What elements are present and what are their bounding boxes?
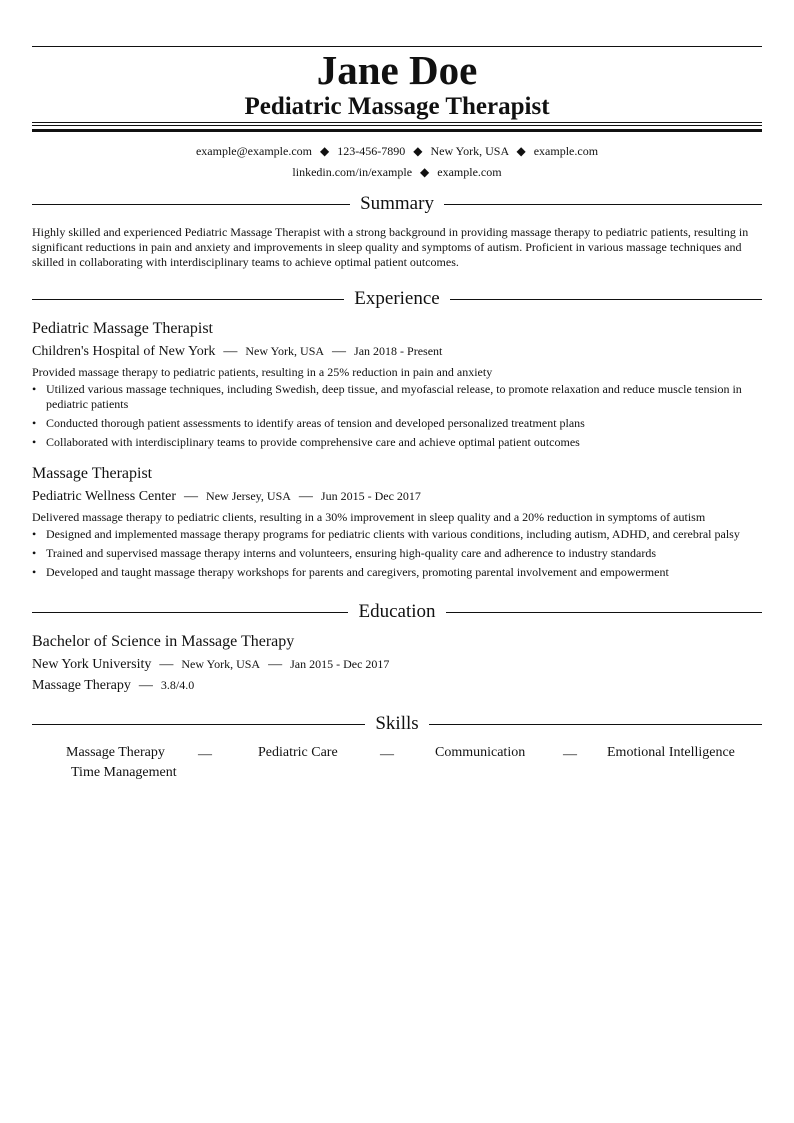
contact-phone: 123-456-7890 — [337, 144, 406, 158]
summary-heading-text: Summary — [360, 193, 434, 214]
em-dash: — — [298, 489, 313, 504]
bullet-text: Developed and taught massage therapy workshops for parents and caregivers, promoting parental involvement and empowerment — [46, 565, 669, 579]
education-section-heading — [32, 601, 762, 623]
contact-website2-link[interactable]: example.com — [437, 165, 502, 179]
skills-heading-text: Skills — [375, 713, 419, 734]
school-location: New York, USA — [181, 657, 261, 671]
job-company: Children's Hospital of New York — [32, 344, 216, 359]
education-entry — [32, 632, 762, 695]
header-rule-thick — [32, 129, 762, 132]
bullet-icon: • — [32, 416, 37, 430]
job-dates: Jun 2015 - Dec 2017 — [320, 489, 421, 503]
diamond-separator-icon: ◆ — [319, 144, 330, 158]
em-dash: — — [184, 489, 199, 504]
heading-rule-right — [444, 204, 762, 205]
skill-item: Massage Therapy — [66, 745, 165, 760]
contact-line-1 — [32, 143, 762, 159]
diamond-separator-icon: ◆ — [420, 165, 430, 179]
skill-item: Communication — [435, 745, 526, 760]
skill-item: Pediatric Care — [258, 745, 338, 760]
list-item — [32, 435, 762, 450]
list-item — [32, 382, 762, 412]
education-dates: Jan 2015 - Dec 2017 — [290, 657, 390, 671]
bullet-text: Trained and supervised massage therapy interns and volunteers, ensuring high-quality care and adherence to industry standards — [46, 546, 657, 560]
list-item — [32, 527, 762, 542]
em-dash: — — [268, 657, 283, 672]
experience-heading-text: Experience — [354, 288, 440, 309]
heading-rule-left — [32, 299, 344, 300]
skill-separator: — — [380, 747, 394, 762]
skill-separator: — — [198, 747, 212, 762]
gpa-value: 3.8/4.0 — [160, 678, 195, 692]
contact-website-link[interactable]: example.com — [533, 144, 599, 158]
header-rule-thin-1 — [32, 122, 762, 123]
contact-linkedin-link[interactable]: linkedin.com/in/example — [292, 165, 413, 179]
list-item — [32, 565, 762, 580]
summary-block — [32, 225, 762, 270]
bullet-icon: • — [32, 382, 37, 396]
heading-rule-right — [429, 724, 762, 725]
header-rule-thin-2 — [32, 125, 762, 126]
education-heading-text: Education — [358, 601, 436, 622]
contact-line-2 — [32, 164, 762, 180]
skill-item: Time Management — [71, 765, 177, 780]
bullet-icon: • — [32, 565, 37, 579]
job-meta — [32, 487, 762, 506]
job-entry-2 — [32, 464, 762, 584]
bullet-text: Utilized various massage techniques, including Swedish, deep tissue, and myofascial release, to promote relaxation and reduce muscle tension in pediatric patients — [46, 382, 742, 411]
summary-section-heading — [32, 193, 762, 215]
em-dash: — — [223, 344, 238, 359]
bullet-text: Designed and implemented massage therapy programs for pediatric clients with various conditions, including autism, ADHD, and cerebral palsy — [46, 527, 740, 541]
heading-rule-left — [32, 612, 348, 613]
contact-email-link[interactable]: example@example.com — [195, 144, 312, 158]
contact-location: New York, USA — [430, 144, 509, 158]
heading-rule-right — [450, 299, 762, 300]
bullet-text: Collaborated with interdisciplinary teams to provide comprehensive care and achieve optimal patient outcomes — [46, 435, 580, 449]
job-meta — [32, 342, 762, 361]
candidate-name: Jane Doe — [316, 47, 478, 93]
em-dash: — — [138, 678, 153, 693]
job-location: New York, USA — [245, 344, 325, 358]
bullet-text: Conducted thorough patient assessments to identify areas of tension and developed personalized treatment plans — [46, 416, 585, 430]
education-field-line — [32, 676, 762, 695]
list-item — [32, 416, 762, 431]
bullet-icon: • — [32, 527, 37, 541]
education-meta — [32, 655, 762, 674]
skill-separator: — — [563, 747, 577, 762]
degree-title: Bachelor of Science in Massage Therapy — [32, 633, 295, 650]
school-name: New York University — [32, 657, 152, 672]
job-bullets — [32, 527, 762, 580]
heading-rule-right — [446, 612, 762, 613]
job-company: Pediatric Wellness Center — [32, 489, 177, 504]
job-entry-1 — [32, 319, 762, 454]
job-dates: Jan 2018 - Present — [354, 344, 443, 358]
bullet-icon: • — [32, 546, 37, 560]
bullet-icon: • — [32, 435, 37, 449]
diamond-separator-icon: ◆ — [413, 144, 423, 158]
experience-section-heading — [32, 288, 762, 310]
job-location: New Jersey, USA — [206, 489, 291, 503]
summary-text: Highly skilled and experienced Pediatric Massage Therapist with a strong background in providing massage therapy to pediatric patients, resulting in significant reductions in pain and anxiety and improvements in sleep quality and symptoms of autism. Proficient in various massage techniques and skilled in collaborating with interdisciplinary teams to achieve optimal patient outcomes. — [32, 225, 749, 269]
job-bullets — [32, 382, 762, 450]
em-dash: — — [332, 344, 347, 359]
skill-item: Emotional Intelligence — [607, 745, 735, 760]
job-description: Provided massage therapy to pediatric patients, resulting in a 25% reduction in pain and anxiety — [32, 365, 493, 379]
list-item — [32, 546, 762, 561]
job-title: Pediatric Massage Therapist — [32, 320, 213, 337]
candidate-headline: Pediatric Massage Therapist — [244, 93, 550, 120]
job-description: Delivered massage therapy to pediatric clients, resulting in a 30% improvement in sleep quality and a 20% reduction in symptoms of autism — [32, 510, 706, 524]
em-dash: — — [159, 657, 174, 672]
heading-rule-left — [32, 724, 365, 725]
job-title: Massage Therapist — [32, 465, 153, 482]
skills-section-heading — [32, 713, 762, 735]
heading-rule-left — [32, 204, 350, 205]
field-of-study: Massage Therapy — [32, 678, 131, 693]
diamond-separator-icon: ◆ — [516, 144, 526, 158]
